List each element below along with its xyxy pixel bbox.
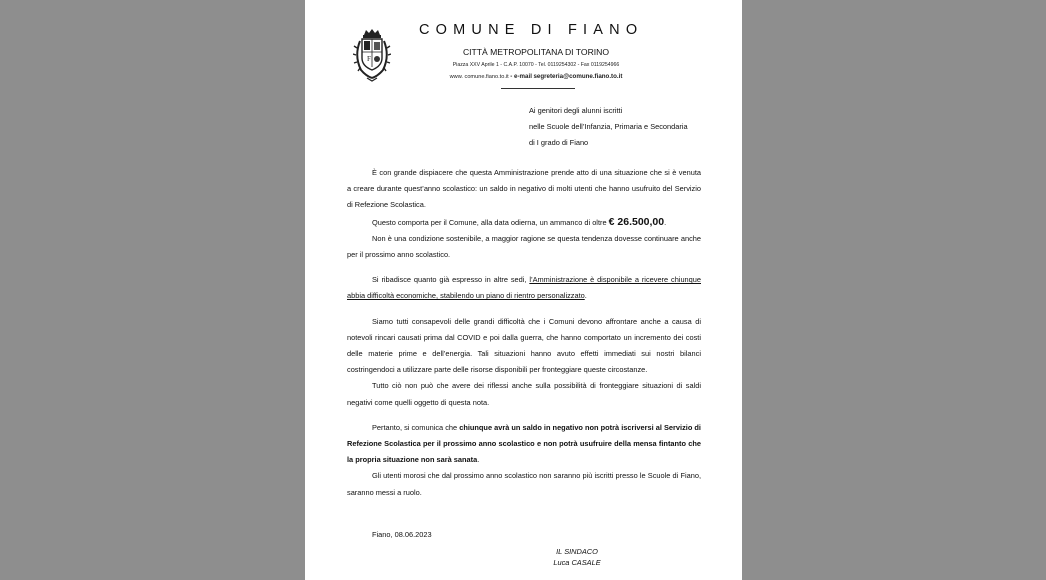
availability-underlined: l’Amministrazione è disponibile a ricevere chiunque abbia difficoltà economiche, stabilendo un piano di rientro personalizzato [347, 275, 701, 301]
letter-date: Fiano, 08.06.2023 [372, 530, 432, 539]
recipients-block [529, 103, 688, 152]
municipal-crest-icon [353, 28, 391, 84]
period: . [477, 455, 480, 465]
email-label: - e-mail [510, 73, 532, 80]
website: www. comune.fiano.to.it [449, 74, 509, 80]
paragraph-difficulties: Siamo tutti consapevoli delle grandi difficoltà che i Comuni devono affrontare anche a causa di notevoli rincari causati prima dal COVID e poi dalla guerra, che hanno comportato un incremento dei costi delle materie prime e dell’energia. Tali situazioni hanno avuto effetti immediati sui nostri bilanci costringendoci a utilizzare parte delle risorse disponibili per fronteggiare queste circostanze. [347, 316, 701, 375]
shortfall-amount: € 26.500,00 [608, 215, 665, 228]
email-address: segreteria@comune.fiano.to.it [533, 73, 623, 80]
paragraph-arrears: Gli utenti morosi che dal prossimo anno scolastico non saranno più iscritti presso le Scuole di Fiano, saranno messi a ruolo. [347, 471, 701, 497]
metropolitan-city: CITTÀ METROPOLITANA DI TORINO [462, 47, 610, 57]
recipient-line: nelle Scuole dell’Infanzia, Primaria e Secondaria [529, 122, 688, 132]
letter-body [347, 165, 701, 501]
signature-name: Luca CASALE [553, 557, 601, 567]
availability-text: Si ribadisce quanto già espresso in altre sedi, [372, 275, 530, 285]
period: . [664, 217, 667, 227]
paragraph-intro: È con grande dispiacere che questa Amministrazione prende atto di una situazione che si è venuta a creare durante quest’anno scolastico: un saldo in negativo di molti utenti che hanno usufruito del Servizio di Refezione Scolastica. [347, 168, 701, 210]
paragraph-notice [347, 420, 701, 469]
header-divider [501, 88, 575, 89]
paragraph-consequences: Tutto ciò non può che avere dei riflessi anche sulla possibilità di fronteggiare situazioni di saldi negativi come quelli oggetto di questa nota. [347, 381, 701, 407]
svg-text:F: F [367, 55, 371, 63]
paragraph-unsustainable: Non è una condizione sostenibile, a maggior ragione se questa tendenza dovesse continuare anche per il prossimo anno scolastico. [347, 233, 701, 260]
recipient-line: di I grado di Fiano [529, 138, 589, 148]
contact-line [421, 73, 651, 80]
notice-text: Pertanto, si comunica che [372, 422, 460, 432]
paragraph-availability [347, 272, 701, 304]
signature-block [537, 547, 617, 568]
address-line: Piazza XXV Aprile 1 - C.A.P. 10070 - Tel. 0119254302 - Fax 0119254966 [452, 62, 620, 68]
notice-bold: chiunque avrà un saldo in negativo non potrà iscriversi al Servizio di Refezione Scolastica per il prossimo anno scolastico e non potrà usufruire della mensa fintanto che la propria situazione non sarà sanata [347, 422, 701, 465]
shortfall-text: Questo comporta per il Comune, alla data odierna, un ammanco di oltre [372, 217, 609, 227]
paragraph-shortfall [347, 214, 701, 231]
municipality-name: COMUNE DI FIANO [419, 22, 644, 38]
signature-title: IL SINDACO [556, 547, 598, 556]
period: . [584, 291, 587, 301]
document-page [305, 0, 742, 580]
recipient-line: Ai genitori degli alunni iscritti [529, 106, 623, 115]
